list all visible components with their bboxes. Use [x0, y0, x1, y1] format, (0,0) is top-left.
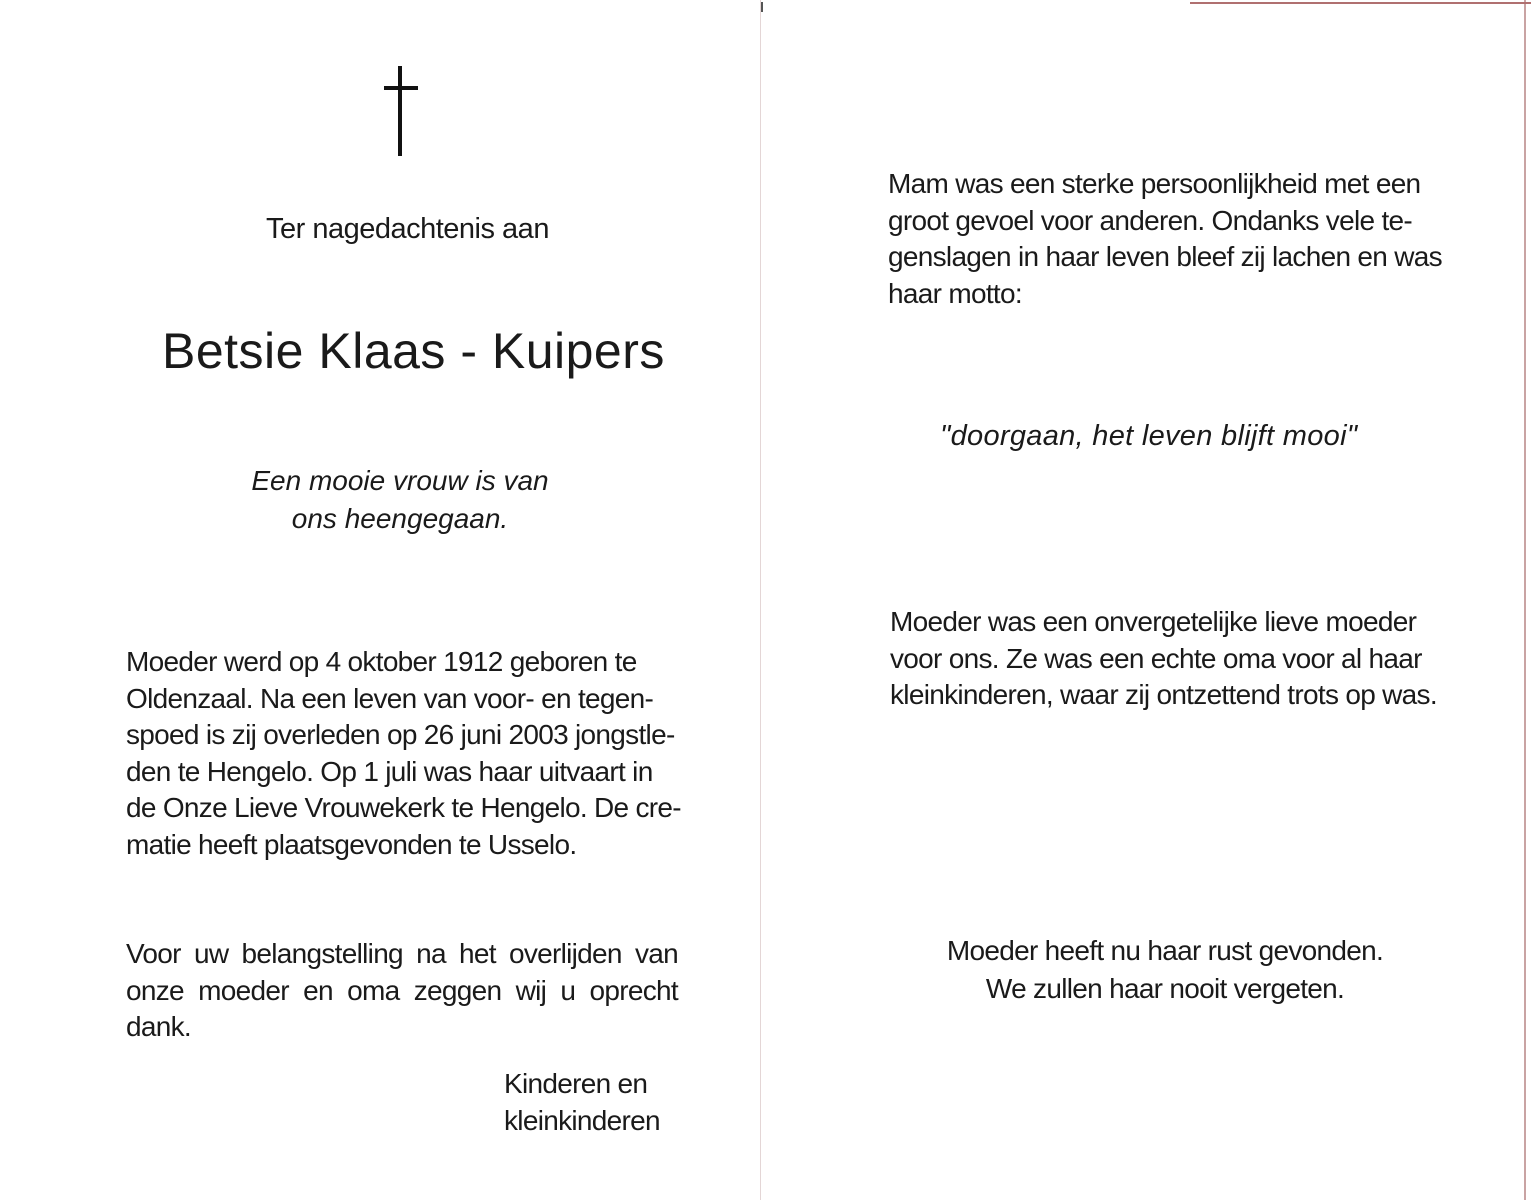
mother-line: voor ons. Ze was een echte oma voor al haar — [890, 642, 1422, 674]
biography-line: de Onze Lieve Vrouwekerk te Hengelo. De cre- — [126, 792, 681, 823]
personality-paragraph — [888, 166, 1442, 312]
mother-line: kleinkinderen, waar zij ontzettend trots op was. — [890, 679, 1437, 710]
personality-line: haar motto: — [888, 277, 1022, 309]
thanks-paragraph — [126, 936, 678, 1046]
intro-text: Ter nagedachtenis aan — [266, 213, 549, 245]
deceased-name: Betsie Klaas - Kuipers — [162, 323, 665, 379]
biography-line: matie heeft plaatsgevonden te Usselo. — [126, 828, 577, 860]
personality-line: groot gevoel voor anderen. Ondanks vele te- — [888, 204, 1413, 236]
biography-line: Oldenzaal. Na een leven van voor- en tegen- — [126, 682, 654, 714]
signature-line: kleinkinderen — [504, 1104, 660, 1136]
verse-line: ons heengegaan. — [291, 503, 509, 534]
signature-block — [504, 1066, 660, 1139]
biography-line: Moeder werd op 4 oktober 1912 geboren te — [126, 646, 637, 677]
closing-line: We zullen haar nooit vergeten. — [985, 973, 1345, 1004]
personality-line: Mam was een sterke persoonlijkheid met een — [888, 168, 1421, 199]
mother-line: Moeder was een onvergetelijke lieve moeder — [890, 606, 1417, 637]
biography-paragraph — [126, 644, 681, 863]
signature-line: Kinderen en — [504, 1068, 648, 1099]
verse-line: Een mooie vrouw is van — [251, 465, 549, 496]
motto-quote: "doorgaan, het leven blijft mooi" — [940, 420, 1358, 452]
closing-line: Moeder heeft nu haar rust gevonden. — [946, 935, 1384, 966]
left-page — [0, 0, 762, 1200]
thanks-line: dank. — [126, 1011, 191, 1042]
mother-paragraph — [890, 604, 1442, 714]
thanks-line: Voor uw belangstelling na het overlijden van — [126, 938, 678, 969]
closing-text — [900, 932, 1430, 1008]
personality-line: genslagen in haar leven bleef zij lachen en was — [888, 241, 1442, 272]
biography-line: den te Hengelo. Op 1 juli was haar uitvaart in — [126, 755, 653, 787]
fold-line — [760, 0, 761, 1200]
thanks-line: onze moeder en oma zeggen wij u oprecht — [126, 974, 678, 1006]
cross-icon — [384, 66, 418, 156]
biography-line: spoed is zij overleden op 26 juni 2003 jongstle- — [126, 719, 675, 750]
verse — [180, 462, 620, 538]
